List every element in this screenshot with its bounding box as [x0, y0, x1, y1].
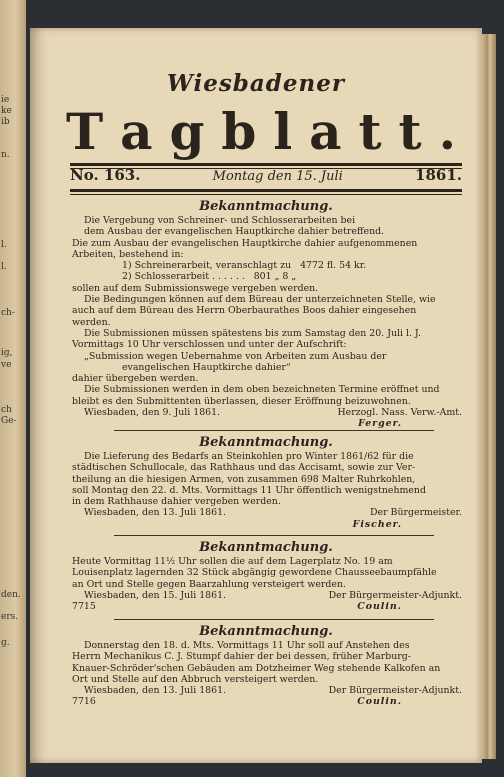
- notice-line: dahier übergeben werden.: [72, 373, 199, 385]
- prev-page-fragment: l.: [1, 262, 7, 272]
- place-date: Wiesbaden, den 13. Juli 1861.: [84, 685, 227, 697]
- notice-footer: [72, 685, 462, 696]
- prev-page-fragment: ve: [1, 360, 12, 370]
- notice-body: [72, 451, 462, 530]
- notice-line: Die Submissionen müssen spätestens bis zum Samstag den 20. Juli l. J.: [84, 327, 421, 339]
- notice-footer: [72, 407, 462, 418]
- notice-title: Bekanntmachung.: [199, 624, 333, 639]
- notice-line: Vormittags 10 Uhr verschlossen und unter der Aufschrift:: [72, 339, 347, 351]
- notice-body: [72, 215, 462, 430]
- issue-line: [70, 166, 462, 188]
- masthead-letter: b: [221, 102, 257, 161]
- notice-item: [72, 271, 462, 282]
- notice-line: auch auf dem Büreau des Herrn Oberbaurathes Boos dahier eingesehen: [72, 305, 417, 317]
- signature: Ferger.: [358, 418, 402, 430]
- prev-page-fragment: ch-: [1, 308, 15, 318]
- issue-year: 1861.: [415, 166, 462, 184]
- notice-line: Louisenplatz lagernden 32 Stück abgängig gewordene Chausseebaumpfähle: [72, 567, 437, 579]
- masthead-letter: a: [309, 102, 342, 161]
- notice-line: städtischen Schullocale, das Rathhaus und das Accisamt, sowie zur Ver-: [72, 462, 416, 474]
- notice-item: [72, 260, 462, 271]
- signature: Fischer.: [352, 518, 402, 530]
- prev-page-fragment: ke: [1, 106, 12, 116]
- notice-number: 7715: [72, 601, 96, 613]
- section-rule: [114, 535, 434, 536]
- notice-line: evangelischen Hauptkirche dahier“: [122, 361, 291, 373]
- notice-line: soll Montag den 22. d. Mts. Vormittags 11 Uhr öffentlich wenigstnehmend: [72, 484, 426, 496]
- issuing-office: Der Bürgermeister.: [370, 507, 462, 519]
- prev-page-fragment: g.: [1, 638, 10, 648]
- previous-page-edge: [0, 0, 26, 777]
- prev-page-fragment: ch: [1, 405, 12, 415]
- notice-line: Ort und Stelle auf den Abbruch versteigert werden.: [72, 673, 319, 685]
- notice-body: [72, 640, 462, 708]
- issue-date: Montag den 15. Juli: [212, 169, 343, 184]
- issue-rule: [70, 189, 462, 195]
- place-date: Wiesbaden, den 15. Juli 1861.: [84, 589, 227, 601]
- section-rule: [114, 430, 434, 431]
- notice-line: Arbeiten, bestehend in:: [72, 248, 184, 260]
- masthead-title: [66, 102, 456, 162]
- notice-footer-2: [72, 696, 462, 707]
- notice-line: Die Lieferung des Bedarfs an Steinkohlen pro Winter 1861/62 für die: [84, 451, 414, 462]
- masthead-letter: t: [398, 102, 422, 161]
- signature: Coulin.: [357, 696, 402, 708]
- prev-page-fragment: ie: [1, 95, 10, 105]
- notice-line: „Submission wegen Uebernahme von Arbeiten zum Ausbau der: [84, 350, 387, 362]
- item-label: 1) Schreinerarbeit, veranschlagt zu: [122, 260, 292, 272]
- notice-footer: [72, 507, 462, 518]
- issuing-office: Der Bürgermeister-Adjunkt.: [328, 685, 462, 697]
- notice-line: Die Vergebung von Schreiner- und Schlosserarbeiten bei: [84, 215, 356, 226]
- notice-line: sollen auf dem Submissionswege vergeben werden.: [72, 282, 319, 294]
- issue-number: No. 163.: [70, 166, 141, 184]
- notice-line: Donnerstag den 18. d. Mts. Vormittags 11 Uhr soll auf Anstehen des: [84, 640, 410, 651]
- masthead-letter: a: [120, 102, 153, 161]
- issuing-office: Der Bürgermeister-Adjunkt.: [328, 589, 462, 601]
- notice-line: Die Bedingungen können auf dem Büreau der unterzeichneten Stelle, wie: [84, 294, 436, 306]
- notice-title: Bekanntmachung.: [199, 435, 333, 450]
- newspaper-page: [30, 28, 482, 763]
- notice-line: Herrn Mechanikus C. J. Stumpf dahier der bei dessen, früher Marburg-: [72, 651, 411, 663]
- masthead-letter: l: [273, 102, 293, 161]
- notice-line: Knauer-Schröder'schen Gebäuden am Dotzheimer Weg stehende Kalkofen an: [72, 662, 441, 674]
- notice-title: Bekanntmachung.: [199, 199, 333, 214]
- prev-page-fragment: ers.: [1, 612, 19, 622]
- prev-page-fragment: den.: [1, 590, 21, 600]
- notice-line: an Ort und Stelle gegen Baarzahlung versteigert werden.: [72, 578, 346, 590]
- masthead-letter: .: [438, 102, 456, 161]
- notice-line: Heute Vormittag 11½ Uhr sollen die auf dem Lagerplatz No. 19 am: [72, 556, 393, 567]
- notice-line: bleibt es den Submittenten überlassen, dieser Eröffnung beizuwohnen.: [72, 395, 411, 407]
- notice-line: in dem Rathhause dahier vergeben werden.: [72, 496, 281, 508]
- masthead-letter: t: [358, 102, 382, 161]
- notice-title: Bekanntmachung.: [199, 540, 333, 555]
- notice-line: theilung an die hiesigen Armen, von zusammen 698 Malter Ruhrkohlen,: [72, 473, 416, 485]
- place-date: Wiesbaden, den 9. Juli 1861.: [84, 407, 221, 419]
- masthead-letter: g: [169, 102, 205, 161]
- notice-footer-2: [72, 601, 462, 612]
- notice-number: 7716: [72, 696, 96, 708]
- prev-page-fragment: l.: [1, 240, 7, 250]
- item-amount: 4772 fl. 54 kr.: [300, 260, 367, 272]
- notice-line: Die Submissionen werden in dem oben bezeichneten Termine eröffnet und: [84, 384, 440, 396]
- notice-footer: [72, 590, 462, 601]
- notice-line: werden.: [72, 316, 111, 328]
- masthead-letter: T: [66, 102, 104, 161]
- item-amount: 801 „ 8 „: [253, 271, 297, 283]
- prev-page-fragment: ib: [1, 117, 10, 127]
- section-rule: [114, 619, 434, 620]
- signature: Coulin.: [357, 601, 402, 613]
- item-label: 2) Schlosserarbeit . . . . . .: [122, 271, 245, 283]
- issuing-office: Herzogl. Nass. Verw.-Amt.: [337, 407, 462, 419]
- masthead-subtitle: Wiesbadener: [167, 70, 345, 97]
- place-date: Wiesbaden, den 13. Juli 1861.: [84, 507, 227, 519]
- notice-line: dem Ausbau der evangelischen Hauptkirche dahier betreffend.: [84, 226, 385, 238]
- notice-body: [72, 556, 462, 612]
- prev-page-fragment: Ge-: [1, 416, 17, 426]
- page-stack-edge: [482, 34, 496, 759]
- prev-page-fragment: n.: [1, 150, 10, 160]
- prev-page-fragment: ig,: [1, 348, 13, 358]
- notice-line: Die zum Ausbau der evangelischen Hauptkirche dahier aufgenommenen: [72, 237, 418, 249]
